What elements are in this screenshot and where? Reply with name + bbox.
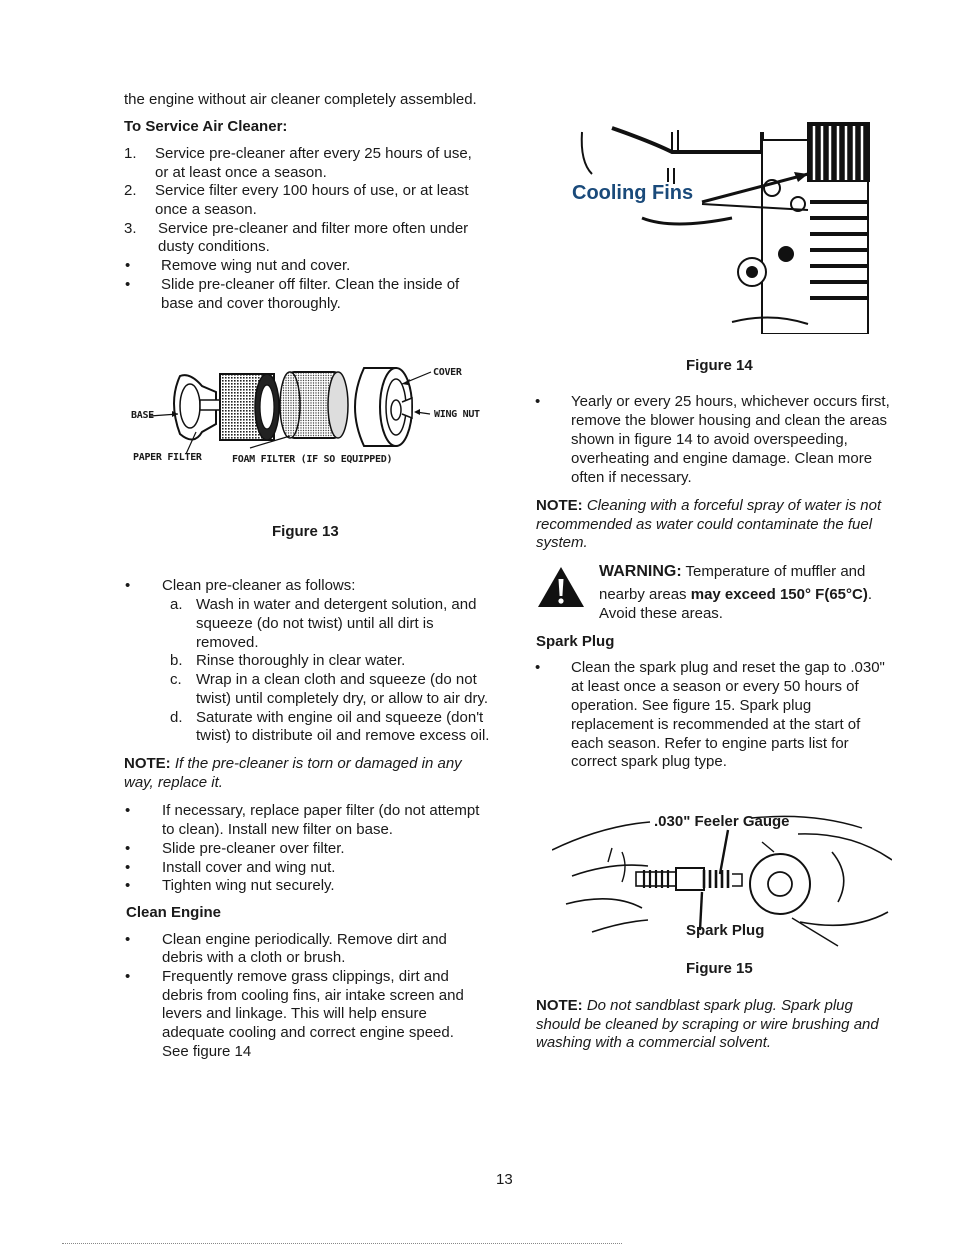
bullet-marker: •	[535, 393, 541, 410]
bullet-marker: •	[125, 877, 131, 894]
clean-step-a-line-2: squeeze (do not twist) until all dirt is	[196, 615, 434, 632]
yearly-line-4: overheating and engine damage. Clean more	[571, 450, 873, 467]
fig15-label-feeler-gauge: .030" Feeler Gauge	[654, 813, 790, 830]
note-2-label: NOTE:	[536, 497, 583, 514]
warning-label: WARNING:	[599, 563, 682, 580]
step-1-marker: 1.	[124, 145, 137, 162]
fig13-label-cover: COVER	[433, 367, 462, 378]
note-2-text-1: Cleaning with a forceful spray of water is not	[586, 497, 882, 514]
bullet-marker: •	[125, 802, 131, 819]
figure-14-caption: Figure 14	[686, 357, 753, 374]
bullet-remove-wing-nut: Remove wing nut and cover.	[161, 257, 351, 274]
clean-engine-2-line-3: levers and linkage. This will help ensure	[162, 1005, 427, 1022]
spark-line-2: at least once a season or every 50 hours of	[571, 678, 859, 695]
bullet-install-cover: Install cover and wing nut.	[162, 859, 336, 876]
note-2-line-1	[536, 497, 881, 515]
bullet-replace-filter-line-2: to clean). Install new filter on base.	[162, 821, 393, 838]
spark-line-5: each season. Refer to engine parts list for	[571, 735, 849, 752]
clean-step-d-marker: d.	[170, 709, 183, 726]
warning-text-1: Temperature of muffler and	[681, 563, 866, 580]
fig14-label-cooling-fins: Cooling Fins	[572, 182, 694, 204]
bullet-marker: •	[125, 276, 131, 293]
clean-step-b-marker: b.	[170, 652, 183, 669]
warning-temperature: may exceed 150° F(65°C)	[690, 586, 868, 603]
bullet-marker: •	[125, 859, 131, 876]
note-2-line-3: system.	[536, 534, 588, 551]
yearly-line-3: shown in figure 14 to avoid overspeeding,	[571, 431, 848, 448]
clean-engine-1-line-2: debris with a cloth or brush.	[162, 949, 346, 966]
note-1-text-1: If the pre-cleaner is torn or damaged in any	[174, 755, 462, 772]
service-air-cleaner-heading: To Service Air Cleaner:	[124, 118, 288, 135]
fig13-label-base: BASE	[131, 410, 154, 421]
spark-line-4: replacement is recommended at the start of	[571, 716, 861, 733]
fig13-label-wing-nut: WING NUT	[434, 409, 480, 420]
bullet-slide-over-filter: Slide pre-cleaner over filter.	[162, 840, 345, 857]
note-1-line-1	[124, 755, 462, 773]
intro-text: the engine without air cleaner completely assembled.	[124, 91, 477, 108]
footer-rule	[62, 1243, 622, 1244]
note-2-line-2: recommended as water could contaminate the fuel	[536, 516, 873, 533]
step-3-marker: 3.	[124, 220, 137, 237]
figure-13-air-cleaner-illustration	[150, 362, 435, 454]
step-3-line-2: dusty conditions.	[158, 238, 270, 255]
figure-13-caption: Figure 13	[272, 523, 339, 540]
yearly-line-1: Yearly or every 25 hours, whichever occurs first,	[571, 393, 890, 410]
step-2-marker: 2.	[124, 182, 137, 199]
bullet-tighten-wing-nut: Tighten wing nut securely.	[162, 877, 335, 894]
spark-line-3: operation. See figure 15. Spark plug	[571, 697, 812, 714]
clean-step-a-line-3: removed.	[196, 634, 259, 651]
clean-engine-2-line-4: adequate cooling and correct engine speed.	[162, 1024, 454, 1041]
warning-triangle-icon	[536, 565, 586, 609]
clean-engine-2-line-1: Frequently remove grass clippings, dirt and	[162, 968, 449, 985]
warning-line-3: Avoid these areas.	[599, 605, 723, 622]
warning-text-2b: .	[867, 586, 872, 603]
note-3-label: NOTE:	[536, 997, 583, 1014]
yearly-line-2: remove the blower housing and clean the areas	[571, 412, 888, 429]
fig13-label-foam-filter: FOAM FILTER (IF SO EQUIPPED)	[232, 454, 393, 465]
clean-engine-2-line-5: See figure 14	[162, 1043, 252, 1060]
spark-plug-heading: Spark Plug	[536, 633, 615, 650]
fig13-label-paper-filter: PAPER FILTER	[133, 452, 202, 463]
note-3-line-2: should be cleaned by scraping or wire brushing and	[536, 1016, 879, 1033]
bullet-marker: •	[125, 577, 131, 594]
bullet-marker: •	[125, 931, 131, 948]
spark-line-1: Clean the spark plug and reset the gap to .030"	[571, 659, 885, 676]
bullet-marker: •	[125, 257, 131, 274]
clean-step-a-marker: a.	[170, 596, 183, 613]
clean-engine-heading: Clean Engine	[126, 904, 222, 921]
clean-step-d-line-2: twist) to distribute oil and remove excess oil.	[196, 727, 490, 744]
clean-step-a-line-1: Wash in water and detergent solution, and	[196, 596, 477, 613]
note-1-label: NOTE:	[124, 755, 171, 772]
figure-15-caption: Figure 15	[686, 960, 753, 977]
spark-line-6: correct spark plug type.	[571, 753, 727, 770]
bullet-slide-preclean-line-2: base and cover thoroughly.	[161, 295, 341, 312]
bullet-marker: •	[125, 840, 131, 857]
bullet-slide-preclean-line-1: Slide pre-cleaner off filter. Clean the inside of	[161, 276, 460, 293]
note-1-line-2: way, replace it.	[124, 774, 223, 791]
clean-step-c-line-1: Wrap in a clean cloth and squeeze (do not	[196, 671, 477, 688]
clean-step-c-marker: c.	[170, 671, 182, 688]
bullet-marker: •	[125, 968, 131, 985]
clean-engine-2-line-2: debris from cooling fins, air intake screen and	[162, 987, 464, 1004]
clean-step-b-line-1: Rinse thoroughly in clear water.	[196, 652, 406, 669]
step-3-line-1: Service pre-cleaner and filter more often under	[158, 220, 469, 237]
step-2-line-2: once a season.	[155, 201, 257, 218]
figure-14-cooling-fins-illustration	[572, 122, 870, 334]
clean-step-c-line-2: twist) until completely dry, or allow to air dry.	[196, 690, 489, 707]
warning-line-1	[599, 563, 865, 581]
warning-line-2	[599, 586, 872, 604]
bullet-marker: •	[535, 659, 541, 676]
bullet-replace-filter-line-1: If necessary, replace paper filter (do not attempt	[162, 802, 480, 819]
yearly-line-5: often if necessary.	[571, 469, 692, 486]
clean-engine-1-line-1: Clean engine periodically. Remove dirt and	[162, 931, 447, 948]
clean-preclean-intro: Clean pre-cleaner as follows:	[162, 577, 356, 594]
note-3-text-1: Do not sandblast spark plug. Spark plug	[586, 997, 853, 1014]
step-1-line-1: Service pre-cleaner after every 25 hours of use,	[155, 145, 472, 162]
note-3-line-3: washing with a commercial solvent.	[536, 1034, 772, 1051]
page-number: 13	[496, 1171, 513, 1188]
note-3-line-1	[536, 997, 853, 1015]
clean-step-d-line-1: Saturate with engine oil and squeeze (don't	[196, 709, 484, 726]
fig15-label-spark-plug: Spark Plug	[686, 922, 765, 939]
step-1-line-2: or at least once a season.	[155, 164, 327, 181]
step-2-line-1: Service filter every 100 hours of use, or at least	[155, 182, 469, 199]
warning-text-2a: nearby areas	[599, 586, 691, 603]
